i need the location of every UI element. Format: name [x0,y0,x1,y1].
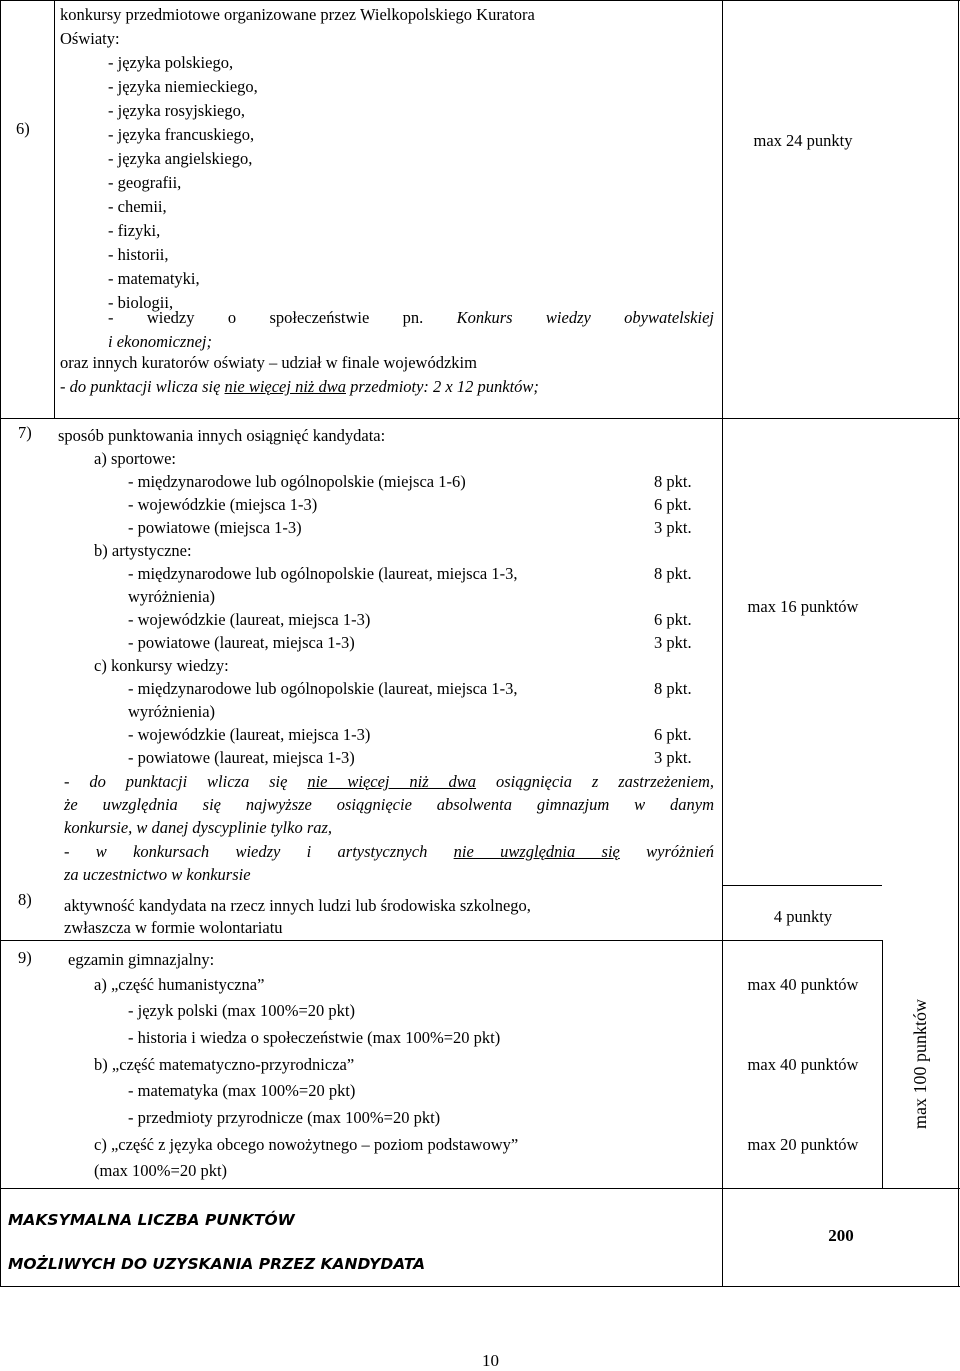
list-item: - wojewódzkie (laureat, miejsca 1-3) [128,610,371,629]
list-item: - język polski (max 100%=20 pkt) [128,1001,355,1020]
list-item: - języka francuskiego, [108,125,255,144]
wiedzy-line [108,308,714,328]
note-text: - do punktacji wlicza się [60,377,221,396]
list-item: - wojewódzkie (laureat, miejsca 1-3) [128,725,371,744]
table-border-bottom [0,1286,960,1287]
section-7-note-line5: za uczestnictwo w konkursie [64,865,251,884]
row-divider-footer [0,1188,960,1189]
list-item: - historii, [108,245,169,264]
art-label: b) artystyczne: [94,541,192,560]
section-7-number: 7) [18,423,32,442]
item-points: 6 pkt. [654,725,692,744]
math-science-label: b) „część matematyczno-przyrodnicza” [94,1055,355,1074]
col-divider-left [54,0,55,418]
wiedzy-contest-name-cont: i ekonomicznej; [108,332,213,351]
item-points: 3 pkt. [654,748,692,767]
section-7-note-line4 [64,842,714,862]
list-item: - międzynarodowe lub ogólnopolskie (laureat, miejsca 1-3, [128,679,518,698]
page-number: 10 [482,1351,499,1370]
table-border-left [0,0,1,1287]
section-6-intro-cont: Oświaty: [60,29,120,48]
list-item: - języka angielskiego, [108,149,253,168]
list-item: - wojewódzkie (miejsca 1-3) [128,495,318,514]
item-points: 8 pkt. [654,564,692,583]
note-text: wyróżnień [646,842,715,861]
table-border-right [958,0,959,1287]
footer-label-line2: MOŻLIWYCH DO UZYSKANIA PRZEZ KANDYDATA [8,1255,426,1273]
list-item: - historia i wiedza o społeczeństwie (max 100%=20 pkt) [128,1028,501,1047]
note-text: - w konkursach wiedzy i artystycznych [64,842,428,861]
table-border-top [0,0,960,1]
section-6-intro: konkursy przedmiotowe organizowane przez Wielkopolskiego Kuratora [60,5,535,24]
list-item: - matematyka (max 100%=20 pkt) [128,1081,356,1100]
list-item: wyróżnienia) [128,702,216,721]
sport-label: a) sportowe: [94,449,177,468]
footer-label-line1: MAKSYMALNA LICZBA PUNKTÓW [8,1211,295,1229]
col-divider-points [722,0,723,1287]
wiedzy-contest-name: Konkurs wiedzy obywatelskiej [456,308,714,327]
exam-total-vertical: max 100 punktów [910,999,930,1129]
other-curators-line: oraz innych kuratorów oświaty – udział w finale wojewódzkim [60,353,477,372]
note-underlined: nie uwzględnia się [453,842,620,861]
section-6-note [60,377,539,397]
list-item: - matematyki, [108,269,200,288]
section-7-note-line3: konkursie, w danej dyscyplinie tylko raz, [64,818,333,837]
item-points: 8 pkt. [654,472,692,491]
list-item: - biologii, [108,293,174,312]
list-item: - powiatowe (laureat, miejsca 1-3) [128,633,355,652]
section-8-number: 8) [18,890,32,909]
section-8-line2: zwłaszcza w formie wolontariatu [64,918,283,937]
wiedzy-prefix: - wiedzy o społeczeństwie pn. [108,308,424,327]
list-item: - fizyki, [108,221,161,240]
list-item: - chemii, [108,197,167,216]
foreign-language-label: c) „część z języka obcego nowożytnego – poziom podstawowy” [94,1135,519,1154]
list-item: - powiatowe (laureat, miejsca 1-3) [128,748,355,767]
note-underlined: nie więcej niż dwa [224,377,346,396]
list-item: - przedmioty przyrodnicze (max 100%=20 pkt) [128,1108,441,1127]
list-item: (max 100%=20 pkt) [94,1161,228,1180]
item-points: 6 pkt. [654,495,692,514]
section-9-intro: egzamin gimnazjalny: [68,950,215,969]
item-points: 3 pkt. [654,633,692,652]
section-7-note-line2: że uwzględnia się najwyższe osiągnięcie absolwenta gimnazjum w danym [64,795,714,814]
row-divider-6-7 [0,418,960,419]
list-item: - międzynarodowe lub ogólnopolskie (laureat, miejsca 1-3, [128,564,518,583]
humanities-label: a) „część humanistyczna” [94,975,265,994]
humanities-points: max 40 punktów [747,975,859,994]
list-item: - międzynarodowe lub ogólnopolskie (miejsca 1-6) [128,472,466,491]
note-text: - do punktacji wlicza się [64,772,288,791]
list-item: - języka polskiego, [108,53,234,72]
note-text: osiągnięcia z zastrzeżeniem, [495,772,714,791]
list-item: wyróżnienia) [128,587,216,606]
note-underlined: nie więcej niż dwa [307,772,477,791]
math-science-points: max 40 punktów [747,1055,859,1074]
section-7-points: max 16 punktów [747,597,859,616]
item-points: 8 pkt. [654,679,692,698]
foreign-language-points: max 20 punktów [747,1135,859,1154]
section-9-number: 9) [18,948,32,967]
section-6-number: 6) [16,119,30,138]
knowledge-label: c) konkursy wiedzy: [94,656,229,675]
section-7-note-line1 [64,772,714,792]
list-item: - geografii, [108,173,182,192]
section-6-points: max 24 punkty [753,131,853,150]
item-points: 6 pkt. [654,610,692,629]
note-text: przedmioty: 2 x 12 punktów; [350,377,539,396]
max-total-points: 200 [828,1226,854,1245]
list-item: - powiatowe (miejsca 1-3) [128,518,302,537]
section-8-line1: aktywność kandydata na rzecz innych ludzi lub środowiska szkolnego, [64,896,531,915]
list-item: - języka rosyjskiego, [108,101,246,120]
row-divider-8-9 [0,940,883,941]
list-item: - języka niemieckiego, [108,77,258,96]
section-8-points: 4 punkty [773,907,833,926]
item-points: 3 pkt. [654,518,692,537]
row-divider-7-8 [722,885,882,886]
section-7-intro: sposób punktowania innych osiągnięć kandydata: [58,426,386,445]
